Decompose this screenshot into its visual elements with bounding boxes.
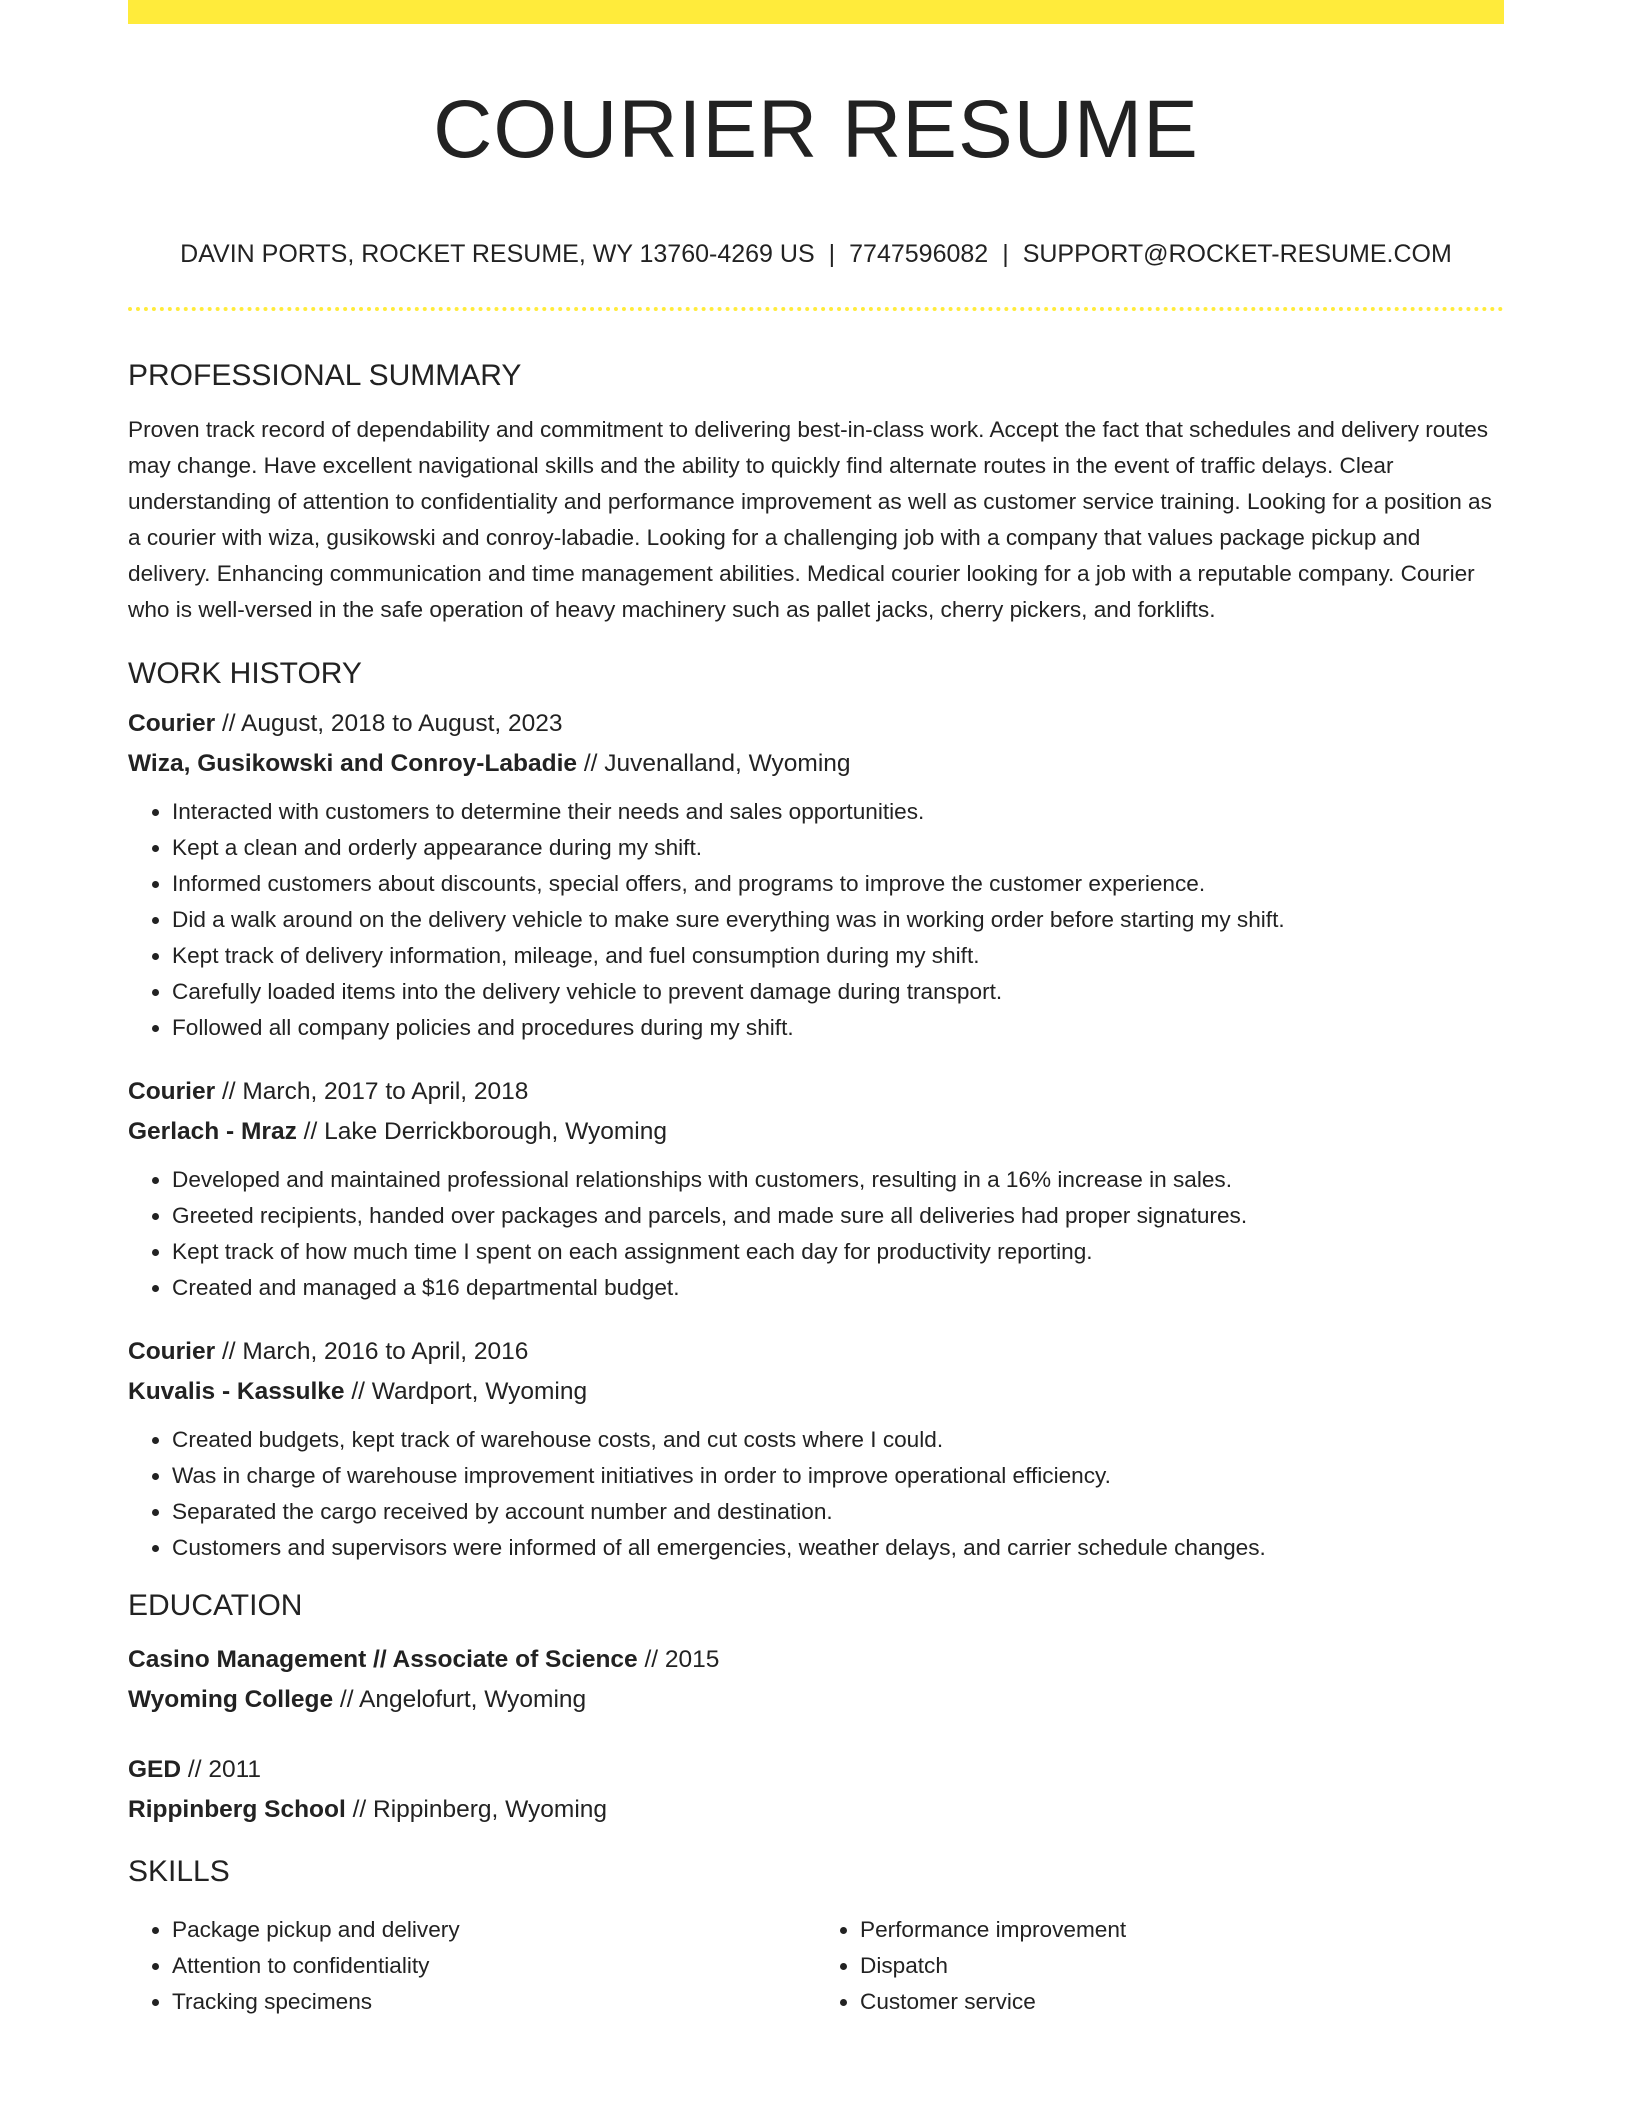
education-heading: EDUCATION	[128, 1589, 303, 1622]
school-line	[128, 1790, 1504, 1830]
education-entry	[128, 1640, 1504, 1720]
job-bullet: • Kept track of delivery information, mileage, and fuel consumption during my shift.	[172, 938, 1504, 974]
school-location: // Angelofurt, Wyoming	[339, 1686, 587, 1713]
job-entry	[128, 1072, 1504, 1306]
resume-title: COURIER RESUME	[433, 84, 1199, 175]
job-location: // Lake Derrickborough, Wyoming	[303, 1118, 668, 1145]
work-history-heading: WORK HISTORY	[128, 657, 362, 690]
job-entry	[128, 1332, 1504, 1566]
job-title: Courier	[128, 1338, 216, 1365]
job-bullet: • Greeted recipients, handed over packages and parcels, and made sure all deliveries had proper signatures.	[172, 1198, 1504, 1234]
degree-line	[128, 1640, 1504, 1680]
job-entry	[128, 704, 1504, 1046]
job-bullet: • Created and managed a $16 departmental budget.	[172, 1270, 1504, 1306]
skill-item: • Customer service	[860, 1984, 1504, 2020]
degree-year: // 2011	[187, 1756, 262, 1783]
job-title: Courier	[128, 710, 216, 737]
summary-heading: PROFESSIONAL SUMMARY	[128, 359, 522, 392]
job-bullet: • Followed all company policies and procedures during my shift.	[172, 1010, 1504, 1046]
job-company: Wiza, Gusikowski and Conroy-Labadie	[128, 750, 578, 777]
job-company: Gerlach - Mraz	[128, 1118, 297, 1145]
school-location: // Rippinberg, Wyoming	[352, 1796, 608, 1823]
job-location: // Wardport, Wyoming	[351, 1378, 588, 1405]
skill-item: • Tracking specimens	[172, 1984, 816, 2020]
contact-line	[128, 236, 1504, 272]
job-bullet: • Created budgets, kept track of warehouse costs, and cut costs where I could.	[172, 1422, 1504, 1458]
skills-column-left	[128, 1912, 816, 2020]
job-bullet: • Customers and supervisors were informed of all emergencies, weather delays, and carrier schedule changes.	[172, 1530, 1504, 1566]
job-dates: // August, 2018 to August, 2023	[221, 710, 563, 737]
job-bullets	[128, 794, 1504, 1046]
job-bullet: • Was in charge of warehouse improvement initiatives in order to improve operational efficiency.	[172, 1458, 1504, 1494]
top-accent-bar	[128, 0, 1504, 24]
contact-phone: 7747596082	[849, 240, 989, 268]
skills-grid	[128, 1898, 1504, 2020]
job-bullet: • Developed and maintained professional relationships with customers, resulting in a 16% increase in sales.	[172, 1162, 1504, 1198]
job-bullet: • Did a walk around on the delivery vehicle to make sure everything was in working order before starting my shift.	[172, 902, 1504, 938]
contact-separator: |	[1002, 240, 1009, 268]
job-company-line	[128, 1112, 1504, 1152]
job-dates: // March, 2016 to April, 2016	[221, 1338, 529, 1365]
degree-name: GED	[128, 1756, 182, 1783]
header-divider	[128, 307, 1504, 311]
job-bullets	[128, 1162, 1504, 1306]
school-line	[128, 1680, 1504, 1720]
job-bullet: • Separated the cargo received by account number and destination.	[172, 1494, 1504, 1530]
degree-name: Casino Management // Associate of Science	[128, 1646, 638, 1673]
education-entry	[128, 1750, 1504, 1830]
job-bullet: • Informed customers about discounts, special offers, and programs to improve the customer experience.	[172, 866, 1504, 902]
contact-separator: |	[828, 240, 836, 268]
degree-year: // 2015	[644, 1646, 720, 1673]
job-bullet: • Interacted with customers to determine their needs and sales opportunities.	[172, 794, 1504, 830]
skills-heading: SKILLS	[128, 1855, 230, 1888]
job-company-line	[128, 1372, 1504, 1412]
degree-line	[128, 1750, 1504, 1790]
job-title-line	[128, 1332, 1504, 1372]
job-title-line	[128, 1072, 1504, 1112]
job-company: Kuvalis - Kassulke	[128, 1378, 345, 1405]
job-bullets	[128, 1422, 1504, 1566]
school-name: Rippinberg School	[128, 1796, 346, 1823]
job-bullet: • Kept a clean and orderly appearance during my shift.	[172, 830, 1504, 866]
skill-item: • Performance improvement	[860, 1912, 1504, 1948]
job-bullet: • Carefully loaded items into the delivery vehicle to prevent damage during transport.	[172, 974, 1504, 1010]
job-location: // Juvenalland, Wyoming	[583, 750, 851, 777]
job-company-line	[128, 744, 1504, 784]
contact-address: DAVIN PORTS, ROCKET RESUME, WY 13760-4269 US	[180, 240, 815, 268]
contact-email: SUPPORT@ROCKET-RESUME.COM	[1022, 240, 1452, 268]
job-title-line	[128, 704, 1504, 744]
resume-content	[128, 350, 1504, 2020]
job-bullet: • Kept track of how much time I spent on each assignment each day for productivity reporting.	[172, 1234, 1504, 1270]
summary-text: Proven track record of dependability and commitment to delivering best-in-class work. Accept the fact that schedules and delivery routes may change. Have excellent navigational skills and the ability to quickly find alternate routes in the event of traffic delays. Clear understanding of attention to confidentiality and performance improvement as well as customer service training. Looking for a position as a courier with wiza, gusikowski and conroy-labadie. Looking for a challenging job with a company that values package pickup and delivery. Enhancing communication and time management abilities. Medical courier looking for a job with a reputable company. Courier who is well-versed in the safe operation of heavy machinery such as pallet jacks, cherry pickers, and forklifts.	[128, 417, 1492, 622]
skill-item: • Attention to confidentiality	[172, 1948, 816, 1984]
school-name: Wyoming College	[128, 1686, 334, 1713]
skill-item: • Package pickup and delivery	[172, 1912, 816, 1948]
skill-item: • Dispatch	[860, 1948, 1504, 1984]
skills-column-right	[816, 1912, 1504, 2020]
job-dates: // March, 2017 to April, 2018	[221, 1078, 529, 1105]
job-title: Courier	[128, 1078, 216, 1105]
